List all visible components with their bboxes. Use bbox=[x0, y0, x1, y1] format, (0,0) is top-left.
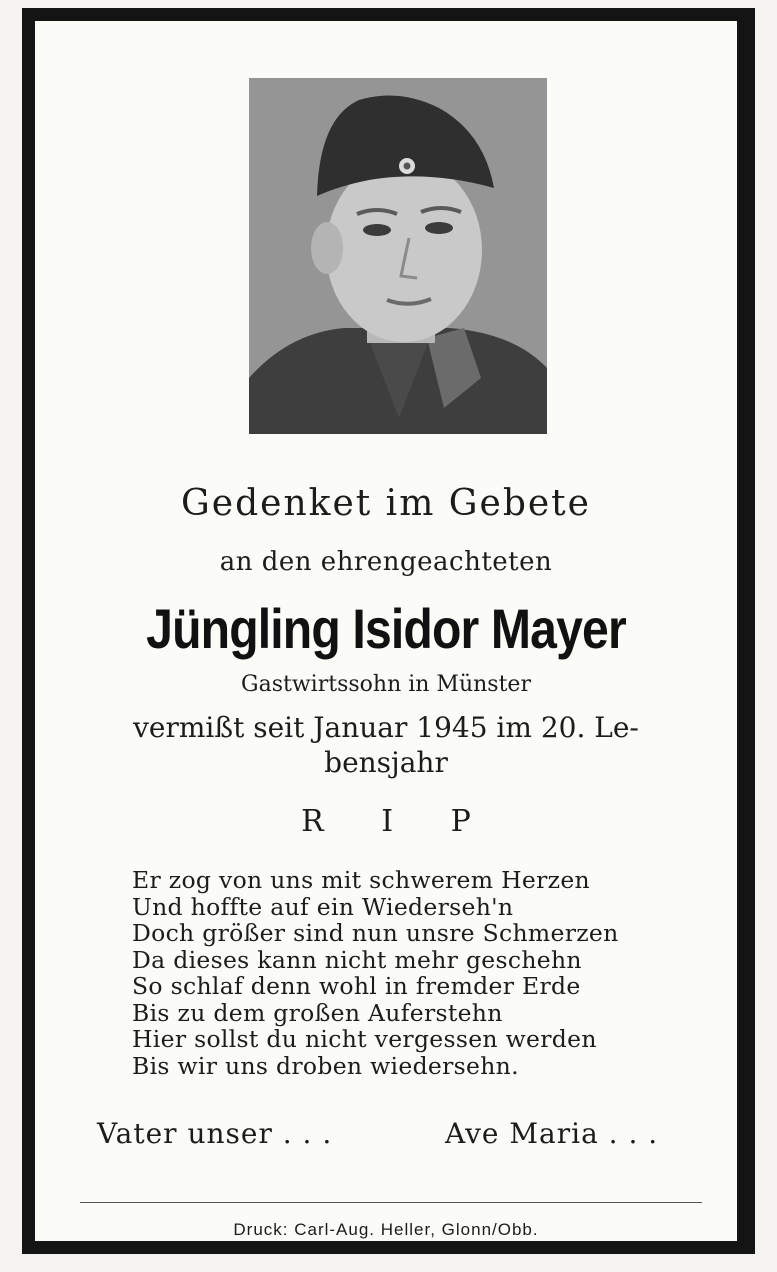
poem-line: Und hoffte auf ein Wiederseh'n bbox=[132, 892, 514, 921]
prayer-ave-maria: Ave Maria . . . bbox=[445, 1117, 659, 1150]
printer-credit: Druck: Carl-Aug. Heller, Glonn/Obb. bbox=[233, 1220, 539, 1239]
divider bbox=[80, 1202, 702, 1203]
poem-line: Bis zu dem großen Auferstehn bbox=[132, 998, 503, 1027]
poem-line: So schlaf denn wohl in fremder Erde bbox=[132, 972, 581, 1000]
poem-line: Da dieses kann nicht mehr geschehn bbox=[132, 945, 582, 974]
memorial-card bbox=[22, 8, 755, 1254]
intro-line: an den ehrengeachteten bbox=[219, 547, 553, 577]
poem-line: Hier sollst du nicht vergessen werden bbox=[132, 1025, 597, 1053]
soldier-portrait-image bbox=[249, 78, 547, 434]
poem-line: Bis wir uns droben wiedersehn. bbox=[132, 1051, 519, 1080]
deceased-name: Jüngling Isidor Mayer bbox=[146, 597, 626, 660]
rip-line: R I P bbox=[301, 804, 495, 839]
missing-line-2: bensjahr bbox=[324, 746, 448, 779]
prayer-vater-unser: Vater unser . . . bbox=[97, 1117, 333, 1150]
poem-line: Doch größer sind nun unsre Schmerzen bbox=[132, 919, 619, 947]
poem-line: Er zog von uns mit schwerem Herzen bbox=[132, 866, 590, 894]
portrait-photo bbox=[249, 78, 547, 434]
poem bbox=[132, 867, 692, 1079]
heading: Gedenket im Gebete bbox=[181, 483, 591, 524]
occupation-line: Gastwirtssohn in Münster bbox=[241, 672, 531, 697]
missing-line-1: vermißt seit Januar 1945 im 20. Le- bbox=[133, 711, 639, 744]
